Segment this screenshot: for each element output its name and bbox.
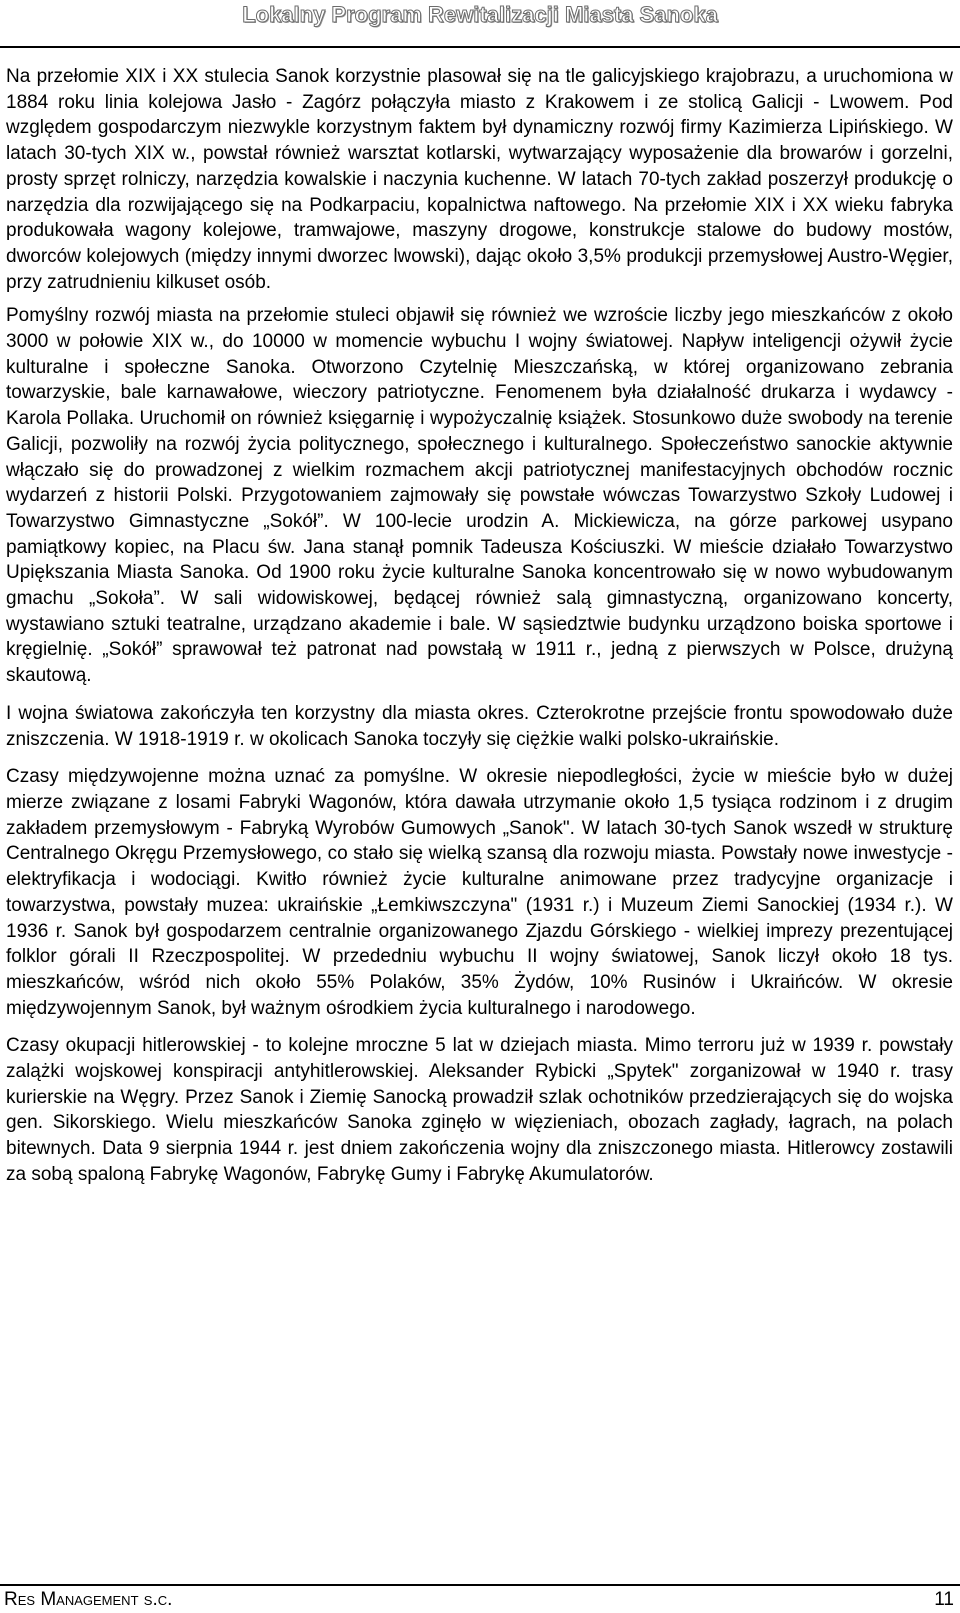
document-header-title: Lokalny Program Rewitalizacji Miasta Sanoka [242, 2, 718, 27]
page-number: 11 [934, 1589, 954, 1610]
footer-company-name: Res Management s.c. [4, 1589, 173, 1610]
footer-divider [0, 1584, 960, 1586]
paragraph-interwar: Czasy międzywojenne można uznać za pomyślne. W okresie niepodległości, życie w mieście było w dużej mierze związane z losami Fabryki Wagonów, która dawała utrzymanie około 1,5 tysiąca rodzinom i z drugim zakładem przemysłowym - Fabryką Wyrobów Gumowych „Sanok". W latach 30-tych Sanok wszedł w strukturę Centralnego Okręgu Przemysłowego, co stało się wielką szansą dla rozwoju miasta. Powstały nowe inwestycje - elektryfikacja i wodociągi. Kwitło również życie kulturalne animowane przez tradycyjne organizacje i towarzystwa, powstały muzea: ukraińskie „Łemkiwszczyna" (1931 r.) i Muzeum Ziemi Sanockiej (1934 r.). W 1936 r. Sanok był gospodarzem centralnie organizowanego Zjazdu Górskiego - wielkiej imprezy prezentującej folklor górali II Rzeczpospolitej. W przededniu wybuchu II wojny światowej, Sanok liczył około 18 tys. mieszkańców, wśród nich około 55% Polaków, 35% Żydów, 10% Rusinów i Ukraińców. W okresie międzywojennym Sanok, był ważnym ośrodkiem życia kulturalnego i narodowego. [6, 766, 953, 1019]
document-body [6, 64, 953, 1200]
header-divider [0, 46, 960, 48]
paragraph-industry: Na przełomie XIX i XX stulecia Sanok korzystnie plasował się na tle galicyjskiego krajobrazu, a uruchomiona w 1884 roku linia kolejowa Jasło - Zagórz połączyła miasto z Krakowem i ze stolicą Galicji - Lwowem. Pod względem gospodarczym niezwykle korzystnym faktem był dynamiczny rozwój firmy Kazimierza Lipińskiego. W latach 30-tych XIX w., powstał również warsztat kotlarski, wytwarzający wyposażenie dla browarów i gorzelni, prosty sprzęt rolniczy, narzędzia kowalskie i naczynia kuchenne. W latach 70-tych zakład poszerzył produkcję o narzędzia dla rozwijającego się na Podkarpaciu, kopalnictwa naftowego. Na przełomie XIX i XX wieku fabryka produkowała wagony kolejowe, tramwajowe, maszyny drogowe, konstrukcje stalowe do budowy mostów, dworców kolejowych (między innymi dworzec lwowski), dając około 3,5% produkcji przemysłowej Austro-Węgier, przy zatrudnieniu kilkuset osób. [6, 66, 953, 293]
paragraph-culture: Pomyślny rozwój miasta na przełomie stuleci objawił się również we wzroście liczby jego mieszkańców z około 3000 w połowie XIX w., do 10000 w momencie wybuchu I wojny światowej. Napływ inteligencji ożywił życie kulturalne i społeczne Sanoka. Otworzono Czytelnię Mieszczańską, w której organizowano zebrania towarzyskie, bale karnawałowe, wieczory patriotyczne. Fenomenem była działalność drukarza i wydawcy - Karola Pollaka. Uruchomił on również księgarnię i wypożyczalnię książek. Stosunkowo duże swobody na terenie Galicji, pozwoliły na rozwój życia politycznego, społecznego i kulturalnego. Społeczeństwo sanockie aktywnie włączało się do prowadzonej z wielkim rozmachem akcji patriotycznej manifestacyjnych obchodów rocznic wydarzeń z historii Polski. Przygotowaniem zajmowały się powstałe wówczas Towarzystwo Szkoły Ludowej i Towarzystwo Gimnastyczne „Sokół”. W 100-lecie urodzin A. Mickiewicza, na górze parkowej usypano pamiątkowy kopiec, na Placu św. Jana stanął pomnik Tadeusza Kościuszki. W mieście działało Towarzystwo Upiększania Miasta Sanoka. Od 1900 roku życie kulturalne Sanoka koncentrowało się w nowo wybudowanym gmachu „Sokoła”. W sali widowiskowej, będącej również salą gimnastyczną, organizowano koncerty, wystawiano sztuki teatralne, urządzano akademie i bale. W sąsiedztwie budynku urządzono boiska sportowe i kręgielnię. „Sokół” sprawował też patronat nad powstałą w 1911 r., jedną z pierwszych w Polsce, drużyną skautową. [6, 305, 953, 687]
paragraph-occupation: Czasy okupacji hitlerowskiej - to kolejne mroczne 5 lat w dziejach miasta. Mimo terroru już w 1939 r. powstały zalążki wojskowej konspiracji antyhitlerowskiej. Aleksander Rybicki „Spytek" zorganizował w 1940 r. trasy kurierskie na Węgry. Przez Sanok i Ziemię Sanocką prowadził szlak ochotników przedzierających się do wojska gen. Sikorskiego. Wielu mieszkańców Sanoka zginęło w więzieniach, obozach zagłady, łagrach, na polach bitewnych. Data 9 sierpnia 1944 r. jest dniem zakończenia wojny dla zniszczonego miasta. Hitlerowcy zostawili za sobą spaloną Fabrykę Wagonów, Fabrykę Gumy i Fabrykę Akumulatorów. [6, 1035, 953, 1185]
paragraph-world-war-one: I wojna światowa zakończyła ten korzystny dla miasta okres. Czterokrotne przejście frontu spowodowało duże zniszczenia. W 1918-1919 r. w okolicach Sanoka toczyły się ciężkie walki polsko-ukraińskie. [6, 702, 953, 750]
